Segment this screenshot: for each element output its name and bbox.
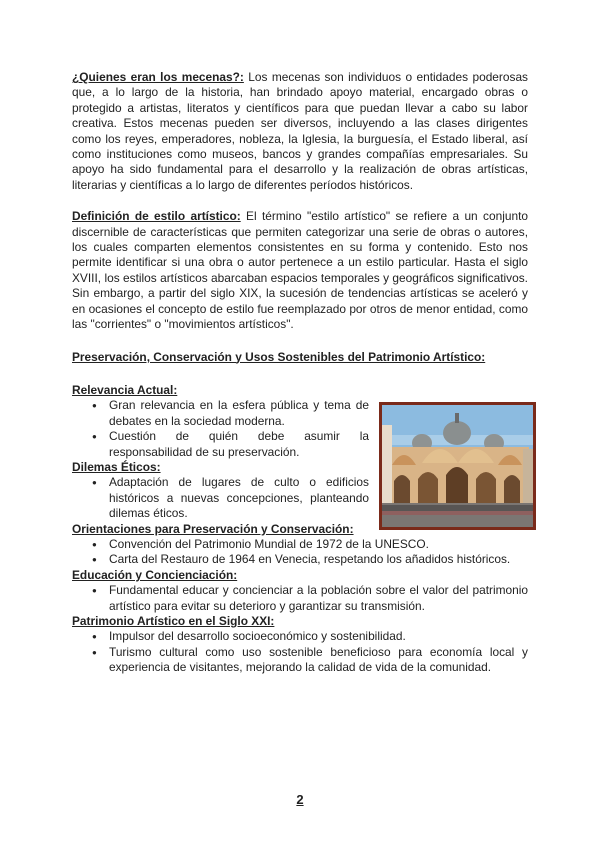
basilica-photo: [379, 402, 536, 530]
list-item: ● Gran relevancia en la esfera pública y tema de debates en la sociedad moderna.: [72, 398, 369, 429]
orientaciones-list: [72, 537, 528, 568]
estilo-text: El término "estilo artístico" se refiere a un conjunto discernible de características que permiten categorizar una serie de obras o autores, los cuales comparten elementos consistentes en su forma y contenido. Esto nos permite identificar si una obra o autor pertenece a un estilo particular. Hasta el siglo XVIII, los estilos artísticos abarcaban espacios temporales y geográficos significativos. Sin embargo, a partir del siglo XIX, la sucesión de tendencias artísticas se aceleró y en ocasiones el concepto de estilo fue reemplazado por otros de menor entidad, como las "corrientes" o "movimientos artísticos".: [72, 209, 528, 332]
estilo-paragraph: [72, 209, 528, 332]
dilemas-heading: Dilemas Éticos:: [72, 459, 161, 474]
list-item: ● Carta del Restauro de 1964 en Venecia, respetando los añadidos históricos.: [72, 552, 528, 567]
relevancia-heading: Relevancia Actual:: [72, 382, 178, 397]
section-title: Preservación, Conservación y Usos Sostenibles del Patrimonio Artístico:: [72, 349, 486, 364]
educacion-heading: Educación y Concienciación:: [72, 567, 238, 582]
mecenas-paragraph: [72, 70, 528, 193]
list-item: ● Turismo cultural como uso sostenible beneficioso para economía local y experiencia de visitantes, mejorando la calidad de vida de la comunidad.: [72, 645, 528, 676]
siglo-xxi-list: [72, 629, 528, 675]
orientaciones-heading: Orientaciones para Preservación y Conservación:: [72, 521, 354, 536]
siglo-xxi-heading: Patrimonio Artístico en el Siglo XXI:: [72, 614, 275, 628]
educacion-list: [72, 583, 528, 614]
list-item: ● Impulsor del desarrollo socioeconómico y sostenibilidad.: [72, 629, 528, 644]
mecenas-heading: ¿Quienes eran los mecenas?:: [72, 70, 244, 84]
list-item: ● Convención del Patrimonio Mundial de 1972 de la UNESCO.: [72, 537, 528, 552]
list-item: ● Adaptación de lugares de culto o edificios históricos a nuevas concepciones, planteando dilemas éticos.: [72, 475, 369, 521]
estilo-heading: Definición de estilo artístico:: [72, 209, 241, 224]
page-body: [72, 70, 528, 676]
list-item: ● Fundamental educar y concienciar a la población sobre el valor del patrimonio artístico para evitar su deterioro y garantizar su transmisión.: [72, 583, 528, 614]
mecenas-text: Los mecenas son individuos o entidades poderosas que, a lo largo de la historia, han brindado apoyo material, encargado obras o protegido a artistas, literatos y científicos para que puedan llevar a cabo su labor creativa. Estos mecenas pueden ser diversos, incluyendo a las clases dirigentes como los reyes, emperadores, nobleza, la Iglesia, la burguesía, el Estado liberal, así como instituciones como museos, bancos y grandes compañías empresariales. Su apoyo ha sido fundamental para el desarrollo y la realización de obras artísticas, literarias y científicas a lo largo de diferentes períodos históricos.: [72, 70, 529, 192]
list-item: ● Cuestión de quién debe asumir la responsabilidad de su preservación.: [72, 429, 369, 460]
page-number: 2: [296, 792, 304, 807]
basilica-illustration: [382, 405, 533, 527]
